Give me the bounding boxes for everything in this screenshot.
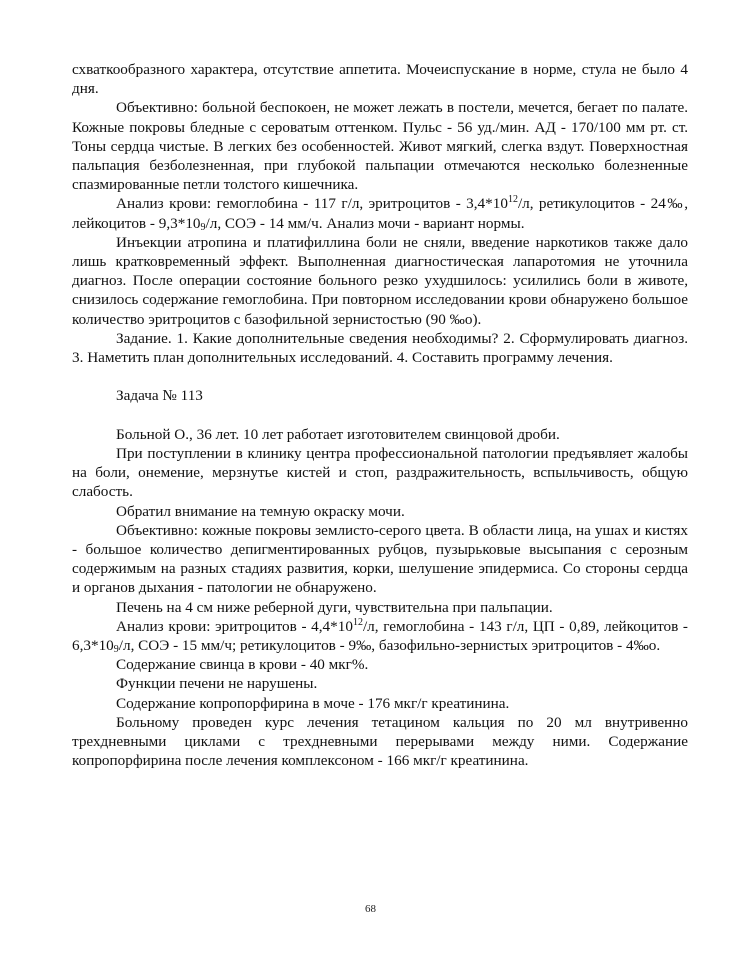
paragraph-treatment-course: Инъекции атропина и платифиллина боли не сняли, введение наркотиков также дало лишь кратковременный эффект. Выполненная диагностическая лапаротомия не уточнила диагноз. После операции состояние больного резко ухудшилось: усилились боли в животе, снизилось содержание гемоглобина. При повторном исследовании крови обнаружено большое количество эритроцитов с базофильной зернистостью (90 ‰о).: [72, 233, 688, 328]
blood1-exponent: 12: [507, 194, 518, 206]
paragraph-blood-analysis-1: [72, 194, 688, 232]
blood2-text-a: Анализ крови: эритроцитов - 4,4*10: [116, 617, 353, 635]
blood2-text-b: /л, гемоглобина - 143 г/л, ЦП - 0,89, лейкоцитов - 6,3*10: [72, 617, 688, 655]
task-heading: Задача № 113: [116, 387, 203, 405]
blood2-exponent: 12: [352, 616, 363, 628]
paragraph-patient-intro: Больной О., 36 лет. 10 лет работает изготовителем свинцовой дроби.: [116, 425, 560, 443]
paragraph-liver-function: Функции печени не нарушены.: [116, 675, 318, 693]
paragraph-urine-note: Обратил внимание на темную окраску мочи.: [116, 502, 405, 520]
document-page: [72, 60, 688, 770]
spacer: [72, 406, 688, 425]
blood1-text-b: /л, ретикулоцитов - 24‰, лейкоцитов - 9,3*10: [72, 195, 688, 232]
spacer: [72, 367, 688, 386]
paragraph-liver: Печень на 4 см ниже реберной дуги, чувствительна при пальпации.: [116, 598, 553, 616]
blood1-text-a: Анализ крови: гемоглобина - 117 г/л, эритроцитов - 3,4*10: [116, 195, 508, 213]
paragraph-symptoms-continued: схваткообразного характера, отсутствие аппетита. Мочеиспускание в норме, стула не было 4 дня.: [72, 61, 688, 98]
paragraph-treatment-result: Больному проведен курс лечения тетацином кальция по 20 мл внутривенно трехдневными циклами с трехдневными перерывами между ними. Содержание копропорфирина после лечения комплексоном - 166 мкг/г креатинина.: [72, 713, 688, 770]
paragraph-objective-exam-1: Объективно: больной беспокоен, не может лежать в постели, мечется, бегает по палате. Кожные покровы бледные с сероватым оттенком. Пульс - 56 уд./мин. АД - 170/100 мм рт. ст. Тоны сердца чистые. В легких без особенностей. Живот мягкий, слегка вздут. Поверхностная пальпация безболезненная, при глубокой пальпации отмечаются несколько болезненные спазмированные петли толстого кишечника.: [72, 99, 688, 194]
blood2-text-c: /л, СОЭ - 15 мм/ч; ретикулоцитов - 9‰, базофильно-зернистых эритроцитов - 4‰о.: [118, 637, 661, 655]
blood1-subscript: 9: [200, 221, 206, 233]
paragraph-coproporphyrin: Содержание копропорфирина в моче - 176 мкг/г креатинина.: [116, 694, 510, 712]
paragraph-objective-exam-2: Объективно: кожные покровы землисто-серого цвета. В области лица, на ушах и кистях - большое количество депигментированных рубцов, пузырьковые высыпания с серозным содержимым на разных стадиях развития, корки, шелушение эпидермиса. Со стороны сердца и органов дыхания - патологии не обнаружено.: [72, 521, 688, 597]
paragraph-lead-level: Содержание свинца в крови - 40 мкг%.: [116, 656, 369, 674]
paragraph-blood-analysis-2: [72, 617, 688, 655]
page-number: 68: [365, 903, 376, 915]
paragraph-complaints: При поступлении в клинику центра профессиональной патологии предъявляет жалобы на боли, онемение, мерзнутье кистей и стоп, раздражительность, вспыльчивость, общую слабость.: [72, 445, 688, 501]
blood2-subscript: 9: [113, 644, 119, 656]
paragraph-assignment-1: Задание. 1. Какие дополнительные сведения необходимы? 2. Сформулировать диагноз. 3. Наметить план дополнительных исследований. 4. Составить программу лечения.: [72, 329, 688, 367]
blood1-text-c: /л, СОЭ - 14 мм/ч. Анализ мочи - вариант нормы.: [205, 214, 525, 232]
